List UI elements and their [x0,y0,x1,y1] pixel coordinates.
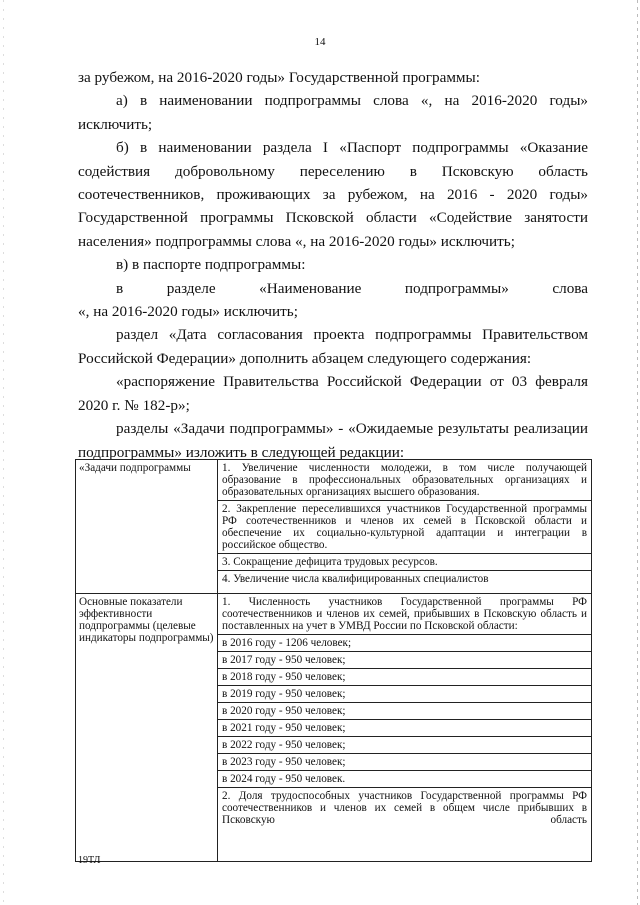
table-content-cell [218,594,592,862]
paragraph-5: в разделе «Наименование подпрограммы» слова [116,279,588,297]
body-text [78,66,588,464]
row-label: «Задачи подпрограммы [79,462,191,474]
program-table [75,459,592,862]
row-label: Основные показатели эффективности подпрограммы (целевые индикаторы подпрограммы) [79,596,214,644]
indicator-item: 1. Численность участников Государственной программы РФ соотечественников и членов их семей, прибывших в Псковскую область и поставленных на учет в УМВД России по Псковской области: [218,594,591,635]
indicator-year-value: в 2018 году - 950 человек; [218,669,591,686]
scan-edge-right [637,0,638,905]
task-item: 3. Сокращение дефицита трудовых ресурсов. [218,554,591,571]
paragraph-3: б) в наименовании раздела I «Паспорт подпрограммы «Оказание содействия добровольному переселению в Псковскую область соотечественников, проживающих за рубежом, на 2016 - 2020 годы» Государственной программы Псковской области «Содействие занятости населения» подпрограммы слова «, на 2016-2020 годы» исключить; [78,139,588,250]
table-label-cell [76,594,218,862]
task-item: 4. Увеличение числа квалифицированных специалистов [222,573,489,585]
paragraph-7: раздел «Дата согласования проекта подпрограммы Правительством Российской Федерации» дополнить абзацем следующего содержания: [78,326,588,367]
indicator-year-value: в 2016 году - 1206 человек; [218,635,591,652]
task-item: 1. Увеличение численности молодежи, в том числе получающей образование в профессиональных образовательных организациях и образовательных организациях высшего образования. [218,460,591,501]
paragraph-1: за рубежом, на 2016-2020 годы» Государственной программы: [78,69,480,86]
table-row [76,594,592,862]
table-content-cell [218,460,592,594]
indicator-year-value: в 2023 году - 950 человек; [218,754,591,771]
indicator-year-value: в 2022 году - 950 человек; [218,737,591,754]
paragraph-6: «, на 2016-2020 годы» исключить; [78,303,298,321]
table-label-cell [76,460,218,594]
indicator-item: 2. Доля трудоспособных участников Государственной программы РФ соотечественников и членов их семей в общем числе прибывших в Псковскую область [222,790,587,826]
scan-edge-left [3,0,4,905]
indicator-year-value: в 2019 году - 950 человек; [218,686,591,703]
paragraph-2: а) в наименовании подпрограммы слова «, на 2016-2020 годы» исключить; [78,92,588,133]
footer-code: 19ТЛ [78,855,101,866]
page-number: 14 [314,36,326,48]
paragraph-4: в) в паспорте подпрограммы: [116,256,306,274]
indicator-year-value: в 2024 году - 950 человек. [218,771,591,788]
paragraph-8: «распоряжение Правительства Российской Федерации от 03 февраля 2020 г. № 182-р»; [78,373,588,414]
indicator-year-value: в 2017 году - 950 человек; [218,652,591,669]
task-item: 2. Закрепление переселившихся участников Государственной программы РФ соотечественников и членов их семей в Псковской области и обеспечение их социально-культурной адаптации и интеграции в российское общество. [218,501,591,554]
paragraph-9: разделы «Задачи подпрограммы» - «Ожидаемые результаты реализации подпрограммы» изложить в следующей редакции: [78,420,588,461]
table-row [76,460,592,594]
indicator-year-value: в 2020 году - 950 человек; [218,703,591,720]
indicator-year-value: в 2021 году - 950 человек; [218,720,591,737]
